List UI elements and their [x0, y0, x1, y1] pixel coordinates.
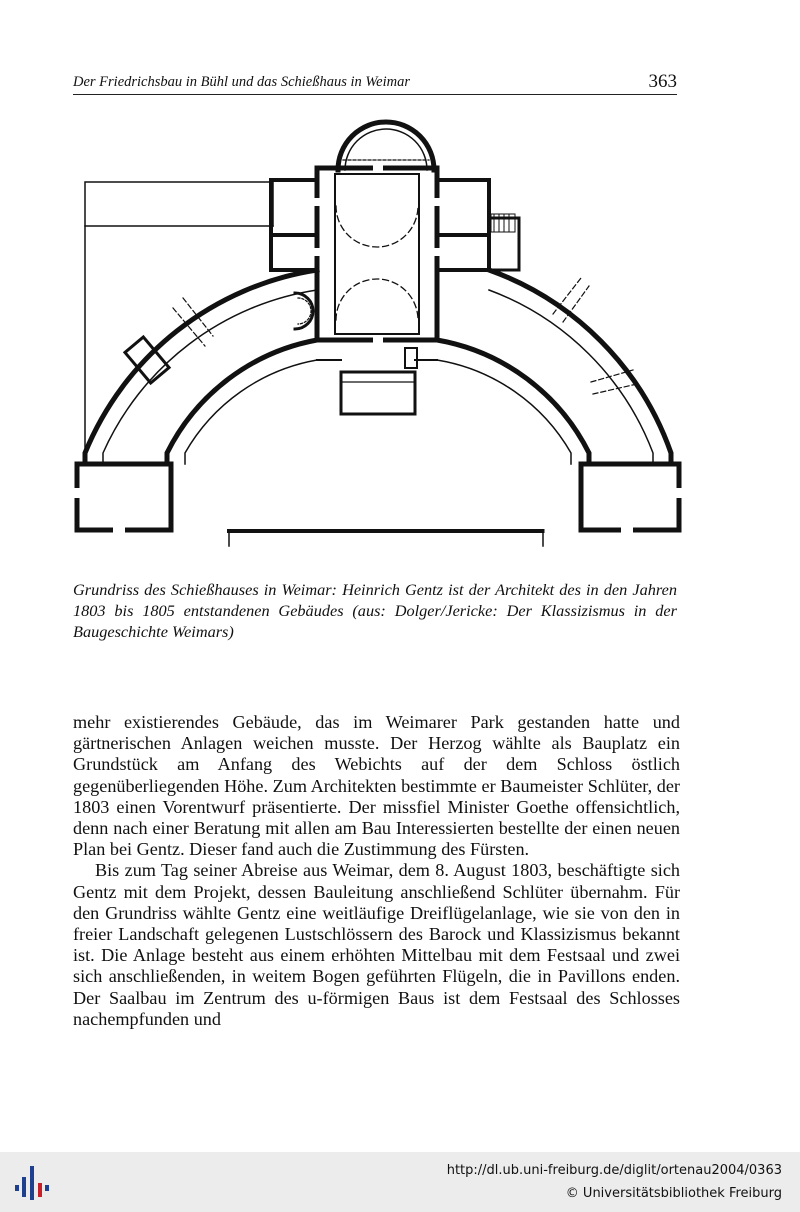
floor-plan-drawing	[73, 118, 683, 568]
logo-bar	[30, 1166, 34, 1200]
viewer-footer	[0, 1152, 800, 1212]
body-text	[73, 712, 680, 1030]
figure-caption: Grundriss des Schießhauses in Weimar: Heinrich Gentz ist der Architekt des in den Jahren 1803 bis 1805 entstandenen Gebäudes (aus: Dolger/Jericke: Der Klassizismus in der Baugeschichte Weimars)	[73, 580, 677, 641]
logo-bar	[45, 1185, 49, 1191]
logo-bar	[22, 1177, 26, 1197]
source-url-link[interactable]: http://dl.ub.uni-freiburg.de/diglit/ortenau2004/0363	[446, 1163, 782, 1178]
running-title: Der Friedrichsbau in Bühl und das Schießhaus in Weimar	[73, 74, 410, 90]
page-number: 363	[648, 71, 677, 92]
university-library-logo	[12, 1163, 52, 1203]
logo-bar	[15, 1185, 19, 1191]
running-head	[73, 72, 677, 95]
body-paragraph: Bis zum Tag seiner Abreise aus Weimar, dem 8. August 1803, beschäftigte sich Gentz mit dem Projekt, dessen Bauleitung anschließend Schlüter übernahm. Für den Grundriss wählte Gentz eine weitläufige Dreiflügelanlage, wie sie von den in freier Landschaft gelegenen Lustschlössern des Barock und Klassizismus bekannt ist. Die Anlage besteht aus einem erhöhten Mittelbau mit dem Festsaal und zwei sich anschließenden, in weitem Bogen geführten Flügeln, die in Pavillons enden. Der Saalbau im Zentrum des u-förmigen Baus ist dem Festsaal des Schlosses nachempfunden und	[73, 860, 680, 1029]
floor-plan-figure	[73, 118, 683, 568]
logo-bar	[38, 1183, 42, 1197]
copyright-text: © Universitätsbibliothek Freiburg	[565, 1186, 782, 1201]
body-paragraph: mehr existierendes Gebäude, das im Weimarer Park gestanden hatte und gärtnerischen Anlagen weichen musste. Der Herzog wählte als Bauplatz ein Grundstück am Anfang des Webichts auf der dem Schloss östlich gegenüberliegenden Höhe. Zum Architekten bestimmte er Baumeister Schlüter, der 1803 einen Vorentwurf präsentierte. Der missfiel Minister Goethe offensichtlich, denn nach einer Beratung mit allen am Bau Interessierten bestellte der einen neuen Plan bei Gentz. Dieser fand auch die Zustimmung des Fürsten.	[73, 712, 680, 860]
